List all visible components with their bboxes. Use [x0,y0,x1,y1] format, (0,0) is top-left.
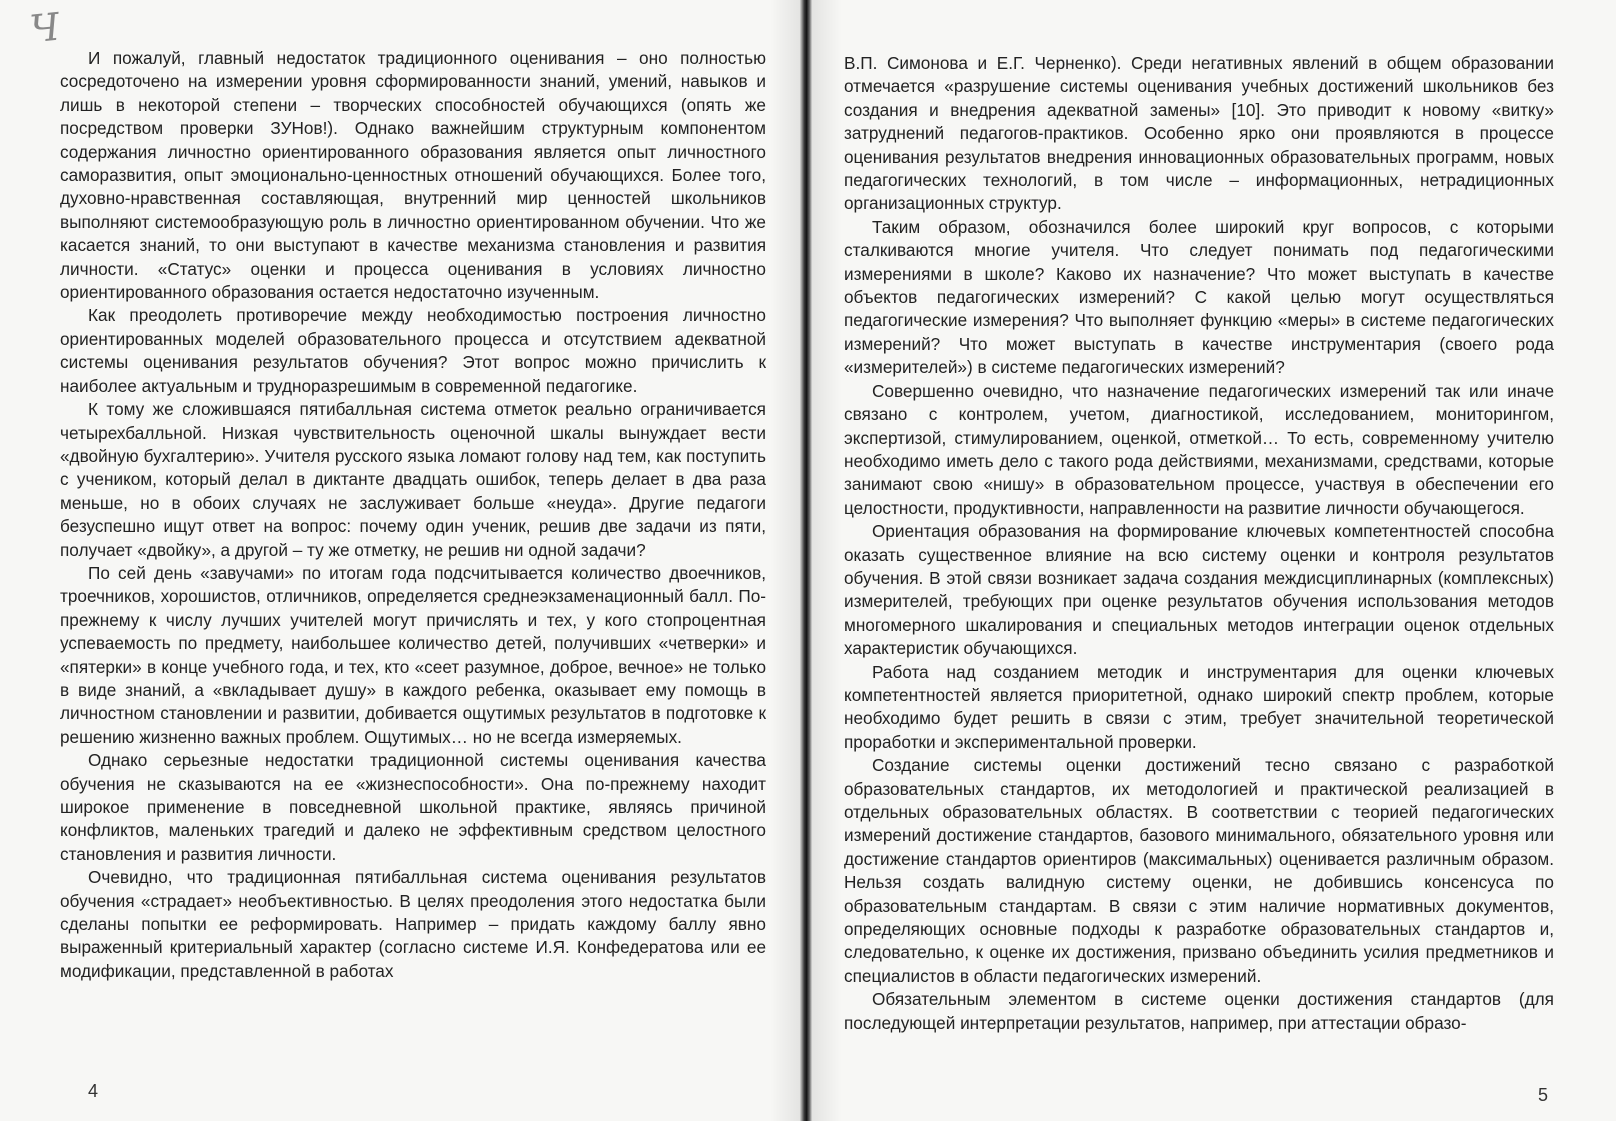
handwritten-mark: Ч [27,4,62,52]
left-page-text [60,47,766,983]
right-page-text [844,52,1554,1035]
paragraph: Ориентация образования на формирование ключевых компетентностей способна оказать существенное влияние на всю систему оценки и контроля результатов обучения. В этой связи возникает задача создания междисциплинарных (комплексных) измерителей, требующих при оценке результатов обучения использования методов многомерного шкалирования и специальных методов интеграции оценок отдельных характеристик обучающихся. [844,521,1554,659]
paragraph: Как преодолеть противоречие между необходимостью построения личностно ориентированных моделей образовательного процесса и отсутствием адекватной системы оценивания результатов обучения? Этот вопрос можно причислить к наиболее актуальным и трудноразрешимым в современной педагогике. [60,305,766,396]
paragraph: Обязательным элементом в системе оценки достижения стандартов (для последующей интерпретации результатов, например, при аттестации образо- [844,989,1554,1033]
book-spine [800,0,812,1121]
paragraph: По сей день «завучами» по итогам года подсчитывается количество двоечников, троечников, хорошистов, отличников, определяется среднеэкзаменационный балл. По-прежнему к числу лучших учителей могут причислять и тех, у кого стопроцентная успеваемость по предмету, наибольшее количество детей, получивших «четверки» и «пятерки» в конце учебного года, и тех, кто «сеет разумное, доброе, вечное» не только в виде знаний, а «вкладывает душу» в каждого ребенка, оказывает ему помощь в личностном становлении и развитии, добивается ощутимых результатов в подготовке к решению жизненно важных проблем. Ощутимых… но не всегда измеряемых. [60,562,766,747]
paragraph: Работа над созданием методик и инструментария для оценки ключевых компетентностей является приоритетной, однако широкий спектр проблем, которые необходимо будет решить в связи с этим, требует значительной теоретической проработки и экспериментальной проверки. [844,661,1554,752]
paragraph: К тому же сложившаяся пятибалльная система отметок реально ограничивается четырехбалльной. Низкая чувствительность оценочной шкалы вынуждает вести «двойную бухгалтерию». Учителя русского языка ломают голову над тем, как поступить с учеником, который делал в диктанте двадцать ошибок, теперь делает в два раза меньше, но в обоих случаях не заслуживает больше «неуда». Другие педагоги безуспешно ищут ответ на вопрос: почему один ученик, решив две задачи из пяти, получает «двойку», а другой – ту же отметку, не решив ни одной задачи? [60,399,766,560]
paragraph: Очевидно, что традиционная пятибалльная система оценивания результатов обучения «страдает» необъективностью. В целях преодоления этого недостатка были сделаны попытки ее реформировать. Например – придать каждому баллу явно выраженный критериальный характер (согласно системе И.Я. Конфедератова или ее модификации, представленной в работах [60,867,766,981]
paragraph: И пожалуй, главный недостаток традиционного оценивания – оно полностью сосредоточено на измерении уровня сформированности знаний, умений, навыков и лишь в некоторой степени – творческих способностей обучающихся (опять же посредством проверки ЗУНов!). Однако важнейшим структурным компонентом содержания личностно ориентированного образования является опыт личностного саморазвития, опыт эмоционально-ценностных отношений обучающихся. Более того, духовно-нравственная составляющая, внутренний мир ценностей школьников выполняют системообразующую роль в личностно ориентированном обучении. Что же касается знаний, то они выступают в качестве механизма становления и развития личности. «Статус» оценки и процесса оценивания в условиях личностно ориентированного образования остается недостаточно изученным. [60,48,766,303]
page-number: 5 [1538,1085,1549,1105]
page-number: 4 [88,1081,99,1101]
paragraph: Таким образом, обозначился более широкий круг вопросов, с которыми сталкиваются многие учителя. Что следует понимать под педагогическими измерениями в школе? Каково их назначение? Что может выступать в качестве объектов педагогических измерений? С какой целью могут осуществляться педагогические измерения? Что выполняет функцию «меры» в системе педагогических измерений? Что может выступать в качестве инструментария (своего рода «измерителей») в системе педагогических измерений? [844,216,1554,378]
paragraph: Однако серьезные недостатки традиционной системы оценивания качества обучения не сказываются на ее «жизнеспособности». Она по-прежнему находит широкое применение в повседневной школьной практике, являясь причиной конфликтов, маленьких трагедий и далеко не эффективным средством целостного становления и развития личности. [60,750,766,864]
paragraph-continuation: В.П. Симонова и Е.Г. Черненко). Среди негативных явлений в общем образовании отмечается «разрушение системы оценивания учебных достижений школьников без создания и внедрения адекватной замены» [10]. Это приводит к новому «витку» затруднений педагогов-практиков. Особенно ярко они проявляются в процессе оценивания результатов внедрения инновационных образовательных программ, новых педагогических технологий, в том числе – информационных, нетрадиционных организационных структур. [844,53,1554,214]
paragraph: Совершенно очевидно, что назначение педагогических измерений так или иначе связано с контролем, учетом, диагностикой, исследованием, мониторингом, экспертизой, стимулированием, оценкой, отметкой… То есть, современному учителю необходимо иметь дело с такого рода действиями, механизмами, средствами, которые занимают свою «нишу» в образовательном процессе, участвуя в обеспечении его целостности, продуктивности, направленности на развитие личности обучающегося. [844,380,1554,518]
right-page [812,0,1616,1121]
left-page [0,0,800,1121]
paragraph: Создание системы оценки достижений тесно связано с разработкой образовательных стандартов, их методологией и практической реализацией в отдельных образовательных областях. В соответствии с теорией педагогических измерений достижение стандартов, базового минимального, обязательного уровня или достижение стандартов ориентиров (максимальных) оценивается различным образом. Нельзя создать валидную систему оценки, не добившись консенсуса по образовательным стандартам. В связи с этим наличие нормативных документов, определяющих основные подходы к разработке образовательных стандартов и, следовательно, к оценке их достижения, призвано объединить усилия предметников и специалистов в области педагогических измерений. [844,755,1554,986]
